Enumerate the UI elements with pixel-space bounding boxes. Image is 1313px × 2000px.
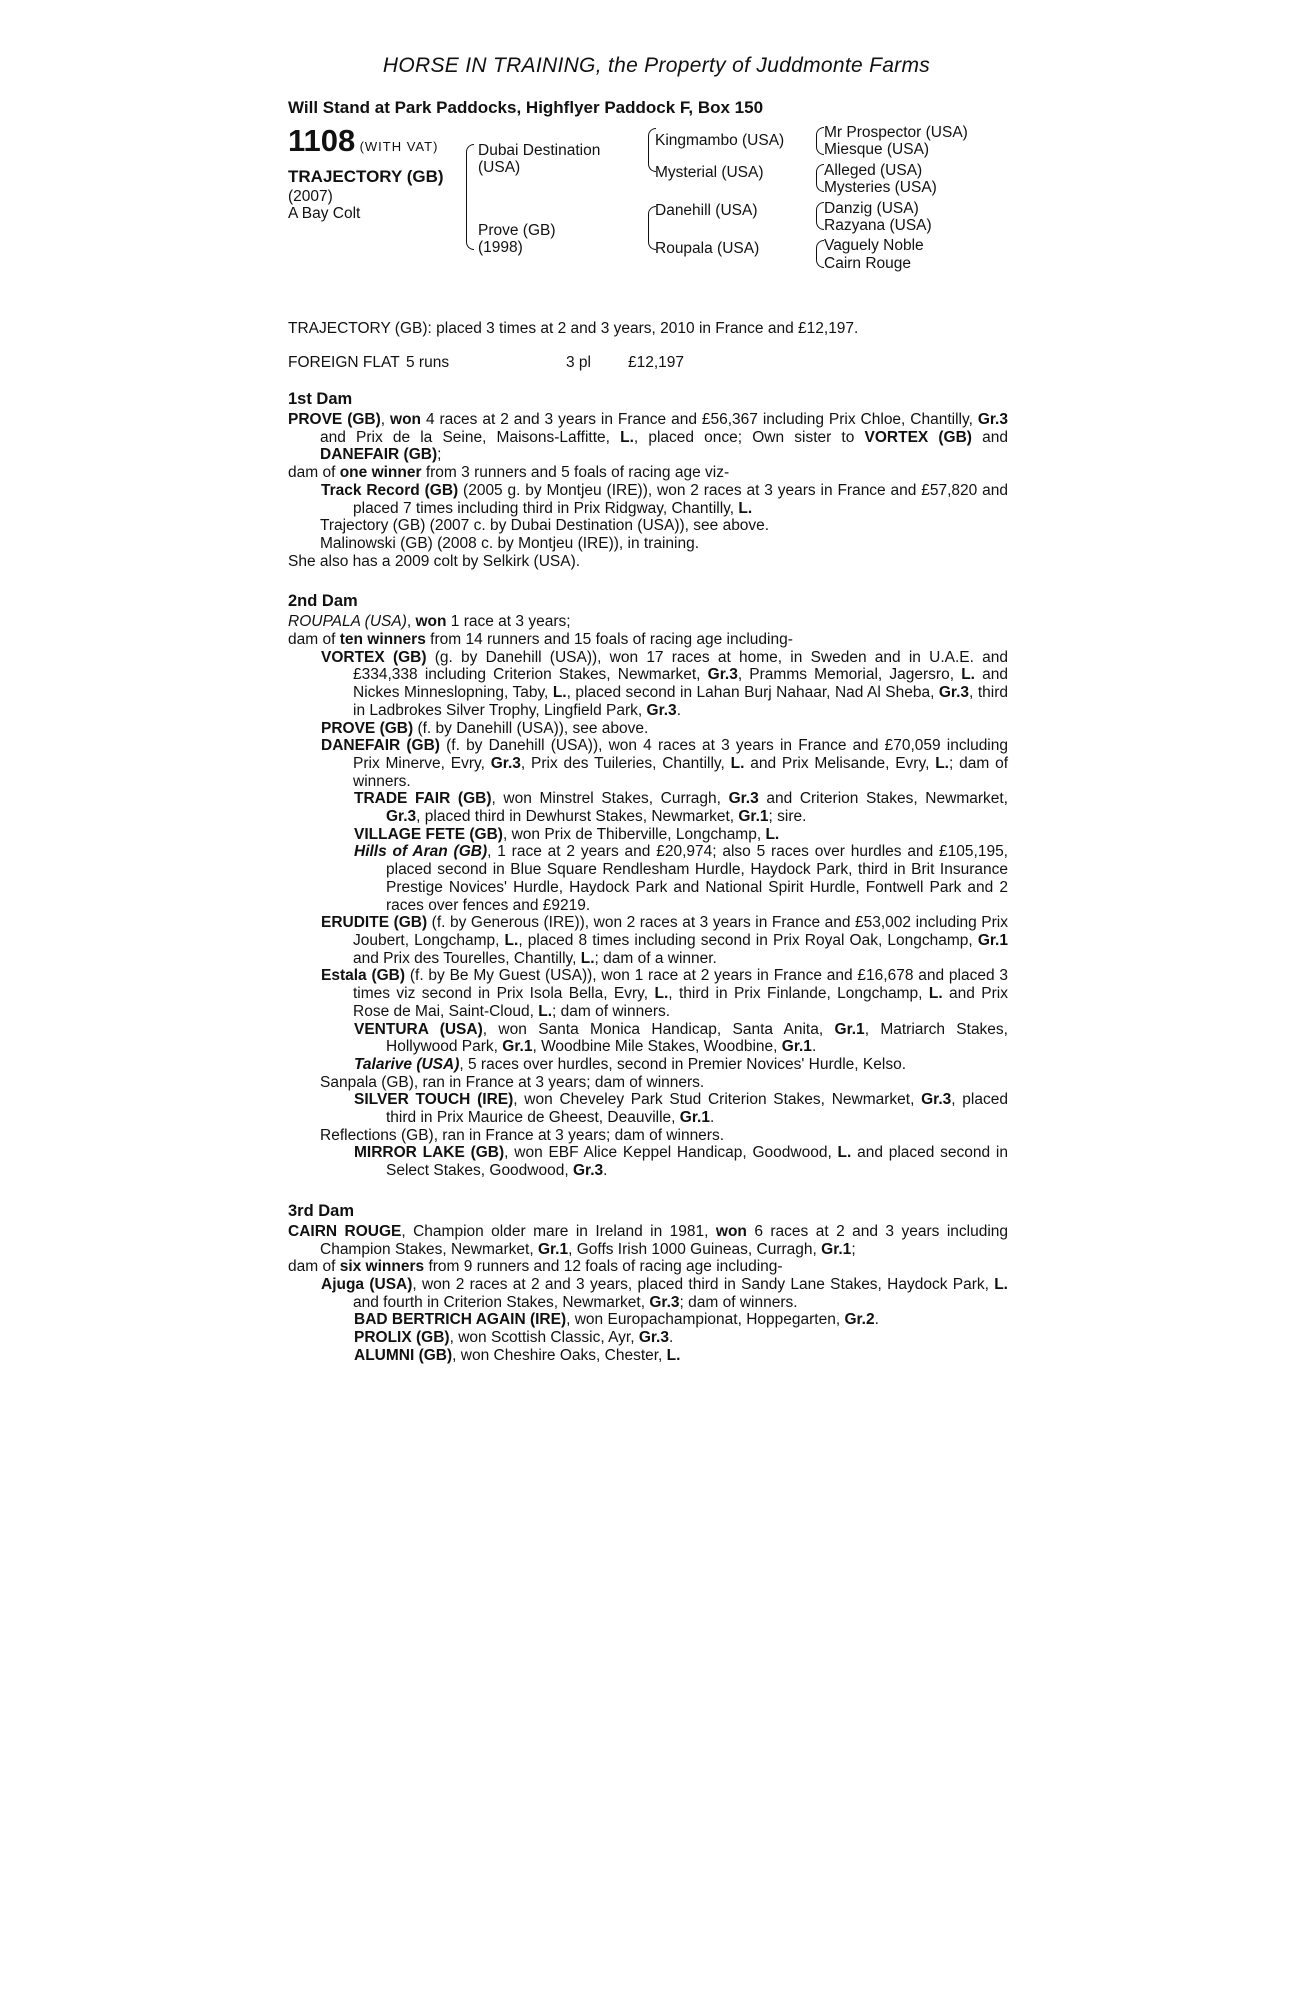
horse-desc: A Bay Colt (288, 205, 361, 222)
produce-prolix: PROLIX (GB), won Scottish Classic, Ayr, Gr.3. (354, 1329, 674, 1347)
gg-brace-2 (816, 164, 824, 192)
race-summary: TRAJECTORY (GB): placed 3 times at 2 and 3 years, 2010 in France and £12,197. (288, 320, 859, 337)
lot-number-block (288, 124, 438, 158)
produce-2009-colt: She also has a 2009 colt by Selkirk (USA). (288, 552, 581, 570)
first-dam-section (288, 390, 1008, 570)
ggs-2: Alleged (USA) (824, 162, 923, 179)
ggs-3: Danzig (USA) (824, 200, 919, 217)
produce-bad-bertrich-again: BAD BERTRICH AGAIN (IRE), won Europachampionat, Hoppegarten, Gr.2. (354, 1311, 879, 1329)
produce-erudite: ERUDITE (GB) (f. by Generous (IRE)), won 2 races at 3 years in France and £53,002 including Prix Joubert, Longchamp, L., placed 8 times including second in Prix Royal Oak, Longchamp, Gr.1 and Prix des Tourelles, Chantilly, L.; dam of a winner. (321, 914, 1008, 967)
horse-name: TRAJECTORY (GB) (288, 167, 444, 186)
first-dam-record: PROVE (GB), won 4 races at 2 and 3 years in France and £56,367 including Prix Chloe, Chantilly, Gr.3 and Prix de la Seine, Maisons-Laffitte, L., placed once; Own sister to VORTEX (GB) and DANEFAIR (GB); (288, 411, 1008, 464)
second-dam-section (288, 592, 1008, 1180)
lot-number: 1108 (288, 123, 356, 158)
first-dam-produce-intro: dam of one winner from 3 runners and 5 foals of racing age viz- (288, 464, 730, 482)
vat-note: (WITH VAT) (359, 139, 439, 154)
ggs-1: Mr Prospector (USA) (824, 124, 968, 141)
ggd-1: Miesque (USA) (824, 141, 930, 158)
ggs-4: Vaguely Noble (824, 237, 924, 254)
dam-year: (1998) (478, 239, 523, 256)
ggd-4: Cairn Rouge (824, 255, 912, 272)
produce-ajuga: Ajuga (USA), won 2 races at 2 and 3 years, placed third in Sandy Lane Stakes, Haydock Park, L. and fourth in Criterion Stakes, Newmarket, Gr.3; dam of winners. (321, 1275, 1008, 1311)
foreign-flat-earnings: £12,197 (628, 354, 685, 371)
granddam-2: Roupala (USA) (655, 240, 760, 257)
second-dam-title: 2nd Dam (288, 592, 358, 611)
first-dam-title: 1st Dam (288, 390, 353, 408)
gg-brace-3 (816, 202, 824, 230)
produce-ventura: VENTURA (USA), won Santa Monica Handicap, Santa Anita, Gr.1, Matriarch Stakes, Hollywood Park, Gr.1, Woodbine Mile Stakes, Woodbine, Gr.1. (354, 1020, 1008, 1056)
produce-malinowski: Malinowski (GB) (2008 c. by Montjeu (IRE)), in training. (320, 534, 700, 552)
produce-prove: PROVE (GB) (f. by Danehill (USA)), see above. (321, 719, 649, 737)
foreign-flat-label: FOREIGN FLAT (288, 354, 400, 371)
produce-trade-fair: TRADE FAIR (GB), won Minstrel Stakes, Curragh, Gr.3 and Criterion Stakes, Newmarket, Gr.3, placed third in Dewhurst Stakes, Newmarket, Gr.1; sire. (354, 790, 1008, 826)
third-dam-title: 3rd Dam (288, 1201, 355, 1220)
foreign-flat-record (288, 354, 1008, 372)
second-dam-produce-intro: dam of ten winners from 14 runners and 15 foals of racing age including- (288, 631, 793, 649)
produce-track-record: Track Record (GB) (2005 g. by Montjeu (IRE)), won 2 races at 3 years in France and £57,820 and placed 7 times including third in Prix Ridgway, Chantilly, L. (321, 481, 1008, 517)
produce-village-fete: VILLAGE FETE (GB), won Prix de Thiberville, Longchamp, L. (354, 825, 780, 843)
foreign-flat-placed: 3 pl (566, 354, 591, 371)
produce-estala: Estala (GB) (f. by Be My Guest (USA)), won 1 race at 2 years in France and £16,678 and placed 3 times viz second in Prix Isola Bella, Evry, L., third in Prix Finlande, Longchamp, L. and Prix Rose de Mai, Saint-Cloud, L.; dam of winners. (321, 967, 1008, 1020)
horse-year: (2007) (288, 188, 333, 205)
stand-location: Will Stand at Park Paddocks, Highflyer Paddock F, Box 150 (288, 98, 764, 117)
granddam-1: Mysterial (USA) (655, 164, 764, 181)
pedigree-table (288, 124, 1008, 302)
page-header: HORSE IN TRAINING, the Property of Juddmonte Farms (382, 54, 931, 77)
ggd-3: Razyana (USA) (824, 217, 932, 234)
third-dam-section (288, 1202, 1008, 1365)
gg-brace-1 (816, 127, 824, 155)
produce-trajectory: Trajectory (GB) (2007 c. by Dubai Destination (USA)), see above. (320, 517, 770, 535)
produce-mirror-lake: MIRROR LAKE (GB), won EBF Alice Keppel Handicap, Goodwood, L. and placed second in Select Stakes, Goodwood, Gr.3. (354, 1144, 1008, 1180)
produce-alumni: ALUMNI (GB), won Cheshire Oaks, Chester, L. (354, 1346, 681, 1364)
grandsire-1: Kingmambo (USA) (655, 132, 785, 149)
dam-name: Prove (GB) (478, 222, 556, 239)
produce-sanpala: Sanpala (GB), ran in France at 3 years; dam of winners. (320, 1073, 705, 1091)
sire-origin: (USA) (478, 159, 521, 176)
third-dam-record: CAIRN ROUGE, Champion older mare in Ireland in 1981, won 6 races at 2 and 3 years including Champion Stakes, Newmarket, Gr.1, Goffs Irish 1000 Guineas, Curragh, Gr.1; (288, 1222, 1009, 1258)
sire-dam-brace (466, 144, 474, 250)
gg-brace-4 (816, 240, 824, 268)
produce-vortex: VORTEX (GB) (g. by Danehill (USA)), won 17 races at home, in Sweden and in U.A.E. and £334,338 including Criterion Stakes, Newmarket, Gr.3, Pramms Memorial, Jagersro, L. and Nickes Minneslopning, Taby, L., placed second in Lahan Burj Nahaar, Nad Al Sheba, Gr.3, third in Ladbrokes Silver Trophy, Lingfield Park, Gr.3. (321, 648, 1009, 719)
produce-silver-touch: SILVER TOUCH (IRE), won Cheveley Park Stud Criterion Stakes, Newmarket, Gr.3, placed third in Prix Maurice de Gheest, Deauville, Gr.1. (354, 1091, 1008, 1127)
sire-name: Dubai Destination (478, 142, 601, 159)
produce-danefair: DANEFAIR (GB) (f. by Danehill (USA)), won 4 races at 3 years in France and £70,059 including Prix Minerve, Evry, Gr.3, Prix des Tuileries, Chantilly, L. and Prix Melisande, Evry, L.; dam of winners. (321, 737, 1009, 790)
third-dam-produce-intro: dam of six winners from 9 runners and 12 foals of racing age including- (288, 1258, 783, 1276)
grandsire-2: Danehill (USA) (655, 202, 758, 219)
lot-entry (288, 98, 1008, 1364)
second-dam-record: ROUPALA (USA), won 1 race at 3 years; (288, 613, 571, 631)
produce-talarive: Talarive (USA), 5 races over hurdles, second in Premier Novices' Hurdle, Kelso. (354, 1055, 906, 1073)
produce-hills-of-aran: Hills of Aran (GB), 1 race at 2 years and £20,974; also 5 races over hurdles and £105,195, placed second in Blue Square Rendlesham Hurdle, Haydock Park, third in Brit Insurance Prestige Novices' Hurdle, Haydock Park and National Spirit Hurdle, Fontwell Park and 2 races over fences and £9219. (354, 843, 1008, 914)
foreign-flat-runs: 5 runs (406, 354, 450, 371)
produce-reflections: Reflections (GB), ran in France at 3 years; dam of winners. (320, 1126, 725, 1144)
ggd-2: Mysteries (USA) (824, 179, 937, 196)
